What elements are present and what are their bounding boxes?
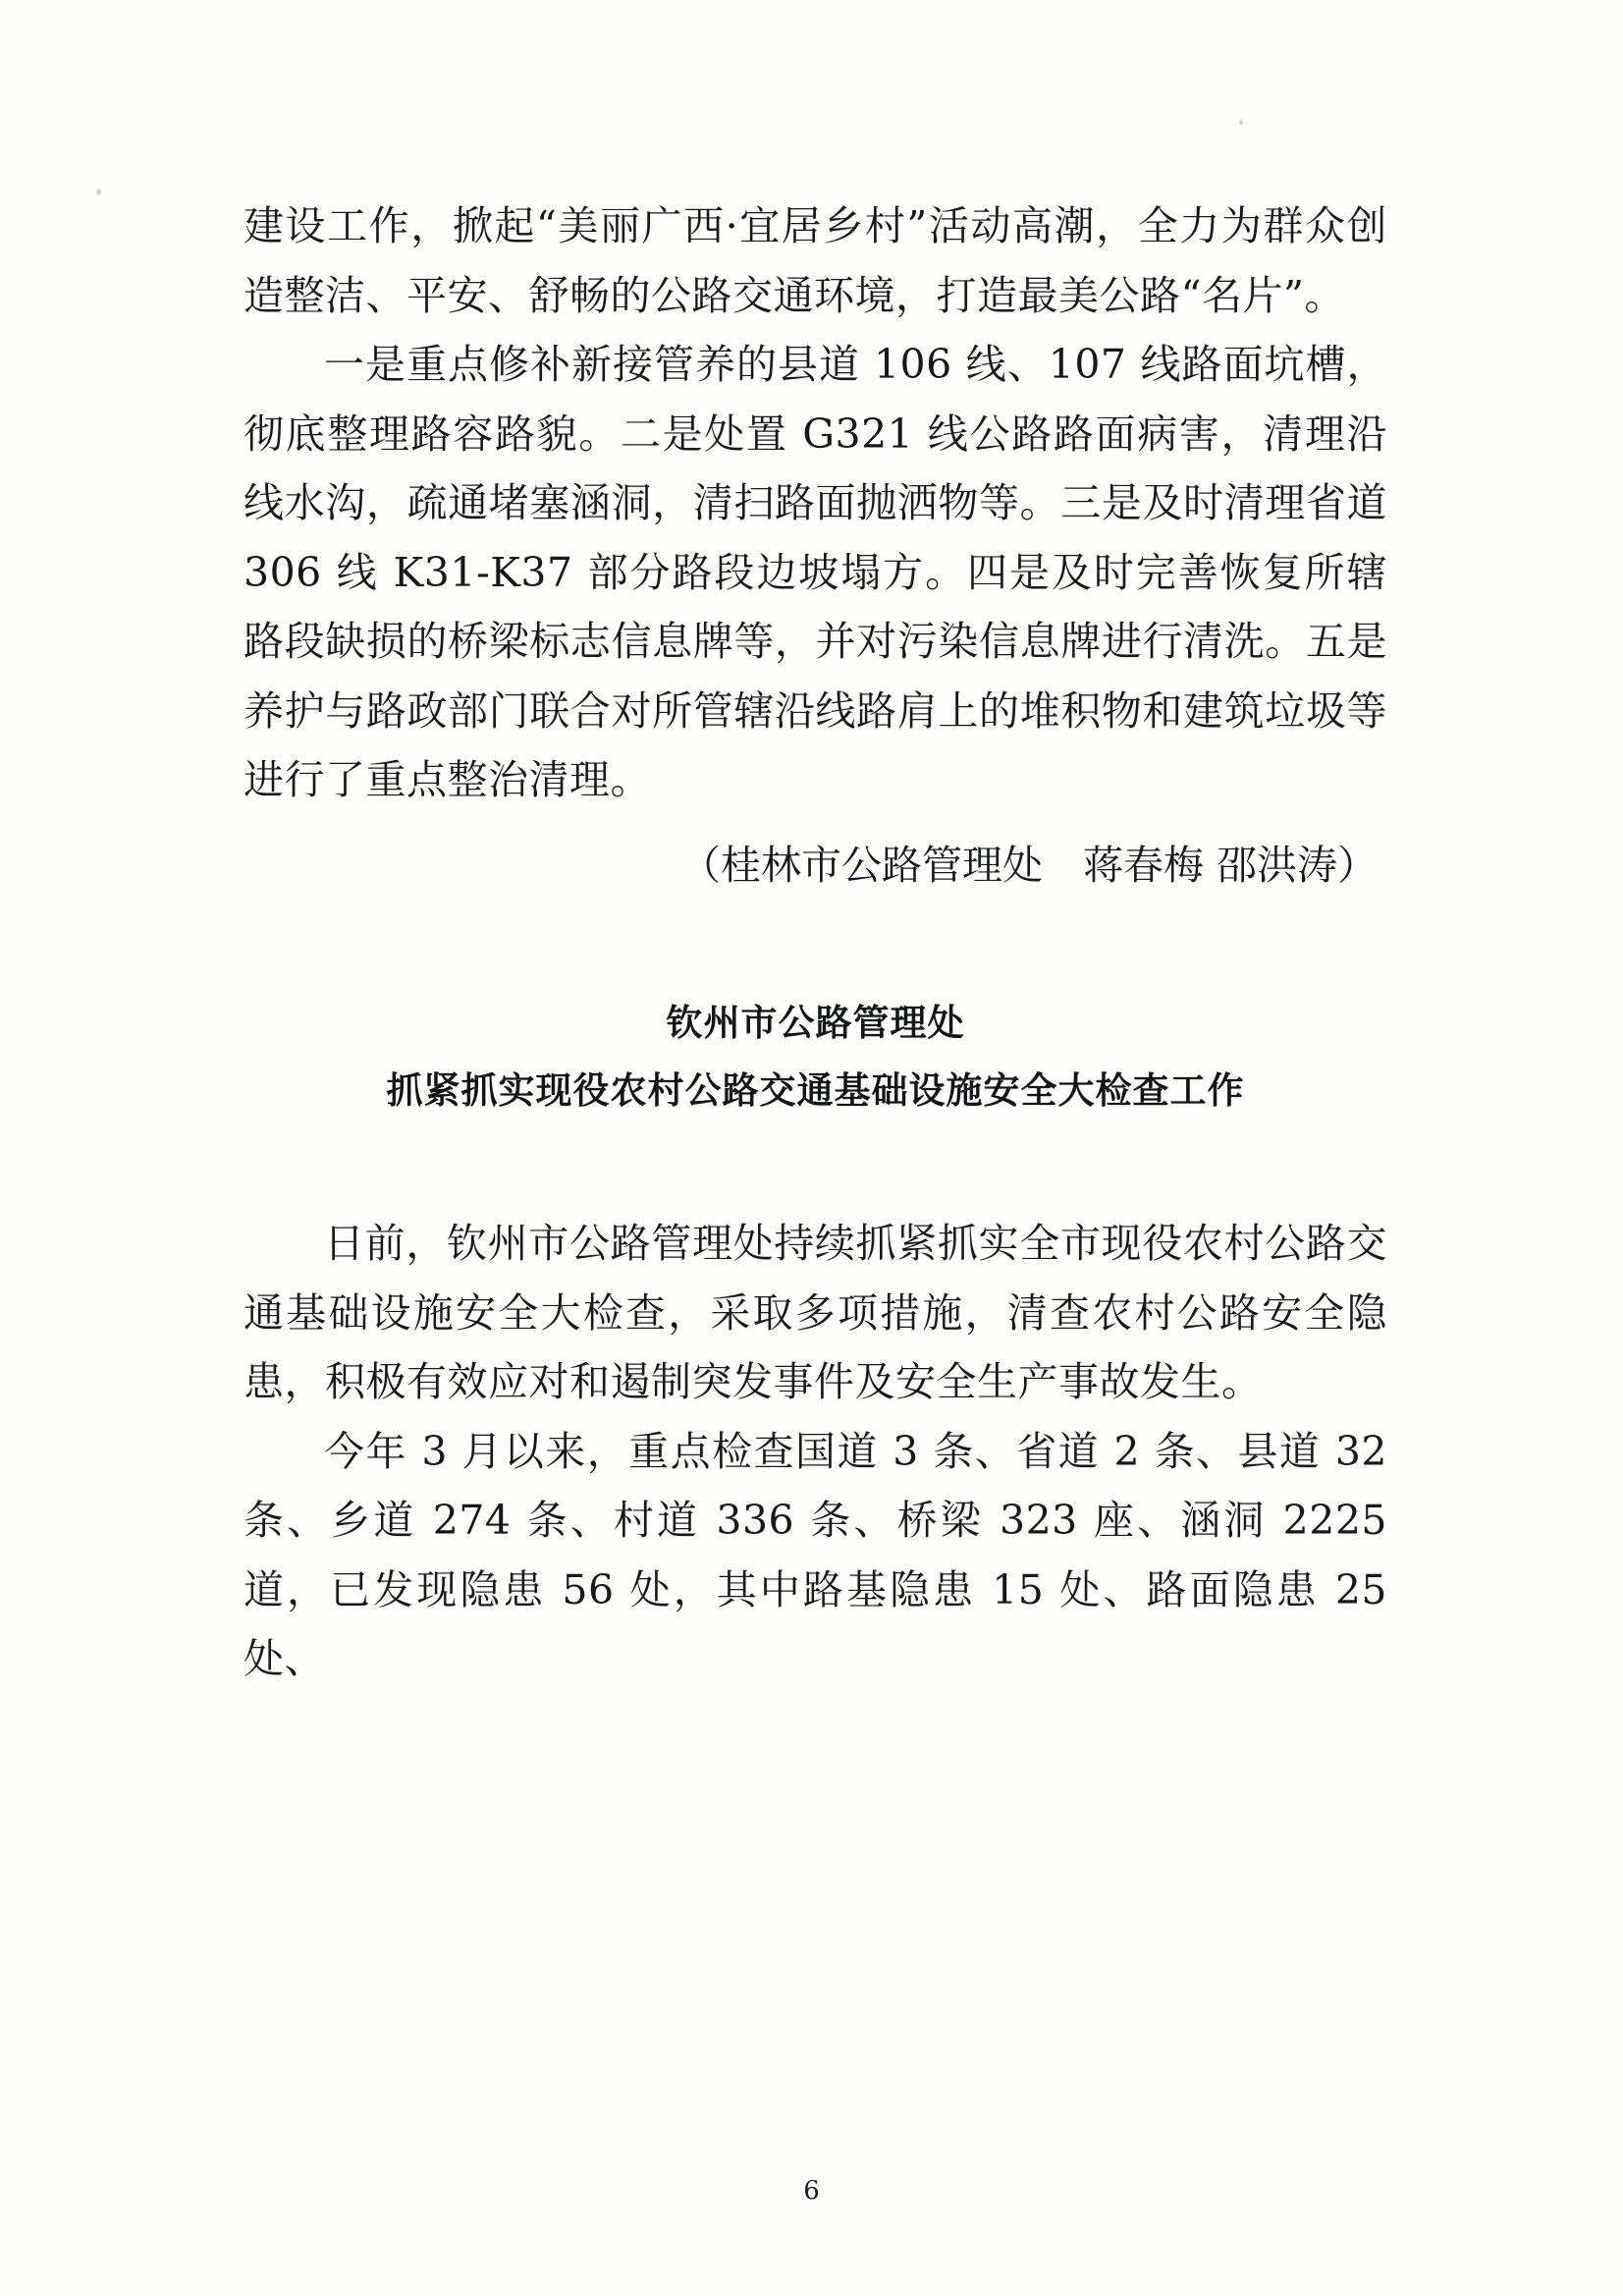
article-heading bbox=[243, 990, 1387, 1124]
paragraph-continuation: 建设工作，掀起“美丽广西·宜居乡村”活动高潮，全力为群众创造整洁、平安、舒畅的公路交通环境，打造最美公路“名片”。 bbox=[243, 202, 1387, 319]
paper-speck bbox=[1239, 120, 1243, 125]
heading-line-1: 钦州市公路管理处 bbox=[666, 1002, 965, 1045]
page-content bbox=[243, 191, 1387, 1694]
article-body bbox=[243, 1209, 1387, 1694]
heading-line-2: 抓紧抓实现役农村公路交通基础设施安全大检查工作 bbox=[386, 1068, 1245, 1112]
paper-speck bbox=[96, 189, 101, 195]
page-number: 6 bbox=[803, 2176, 820, 2206]
paragraph-statistics: 今年 3 月以来，重点检查国道 3 条、省道 2 条、县道 32 条、乡道 274 条、村道 336 条、桥梁 323 座、涵洞 2225 道，已发现隐患 56 处，其中路基隐患 15 处、路面隐患 25 处、 bbox=[243, 1427, 1387, 1683]
paragraph-intro: 日前，钦州市公路管理处持续抓紧抓实全市现役农村公路交通基础设施安全大检查，采取多项措施，清查农村公路安全隐患，积极有效应对和遏制突发事件及安全生产事故发生。 bbox=[243, 1220, 1387, 1406]
paragraph-measures: 一是重点修补新接管养的县道 106 线、107 线路面坑槽，彻底整理路容路貌。二是处置 G321 线公路路面病害，清理沿线水沟，疏通堵塞涵洞，清扫路面抛洒物等。三是及时清理省道 306 线 K31-K37 部分路段边坡塌方。四是及时完善恢复所辖路段缺损的桥梁标志信息牌等，并对污染信息牌进行清洗。五是养护与路政部门联合对所管辖沿线路肩上的堆积物和建筑垃圾等进行了重点整治清理。 bbox=[243, 341, 1387, 804]
article-signature: （桂林市公路管理处 蒋春梅 邵洪涛） bbox=[679, 841, 1378, 889]
